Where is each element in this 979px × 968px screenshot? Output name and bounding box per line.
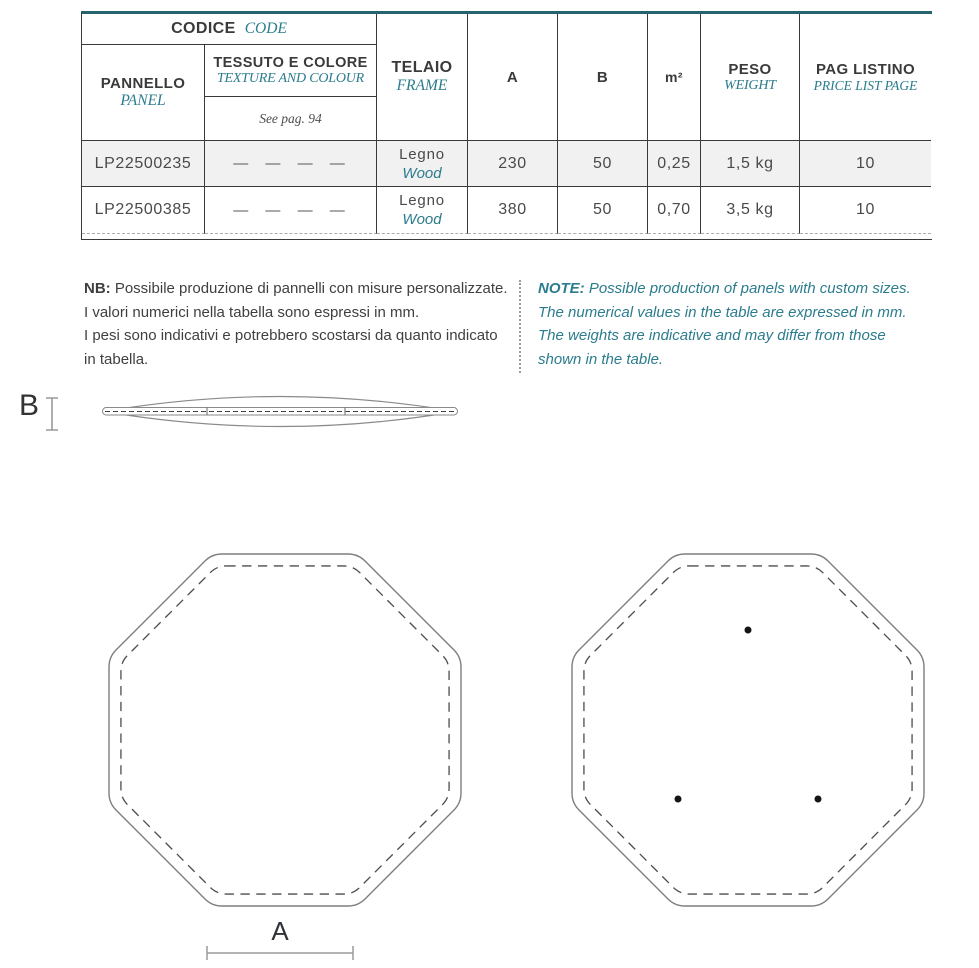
- note-italian-line-3: I pesi sono indicativi e potrebbero scostarsi da quanto indicato: [84, 327, 498, 344]
- row-1-a: 230: [468, 140, 558, 187]
- octagon-outline: [572, 554, 924, 906]
- row-1-frame: [377, 140, 468, 187]
- row-1-b: 50: [558, 140, 648, 187]
- dimension-a-measure: [207, 946, 353, 960]
- row-1-m2: 0,25: [648, 140, 701, 187]
- row-1-page: 10: [800, 140, 931, 187]
- header-pannello-en: PANEL: [120, 92, 166, 109]
- row-1-code: LP22500235: [82, 140, 205, 187]
- note-italian-line-1: NB: Possibile produzione di pannelli con misure personalizzate.: [84, 280, 508, 297]
- octagon-stitch-line: [121, 566, 449, 894]
- header-col-m2: [648, 14, 701, 140]
- note-english: [538, 277, 958, 371]
- row-2-b: 50: [558, 187, 648, 234]
- header-pag-en: PRICE LIST PAGE: [813, 77, 918, 93]
- row-1-frame-en: Wood: [402, 164, 442, 182]
- dimension-a-label: A: [271, 916, 289, 946]
- header-tessuto-en: TEXTURE AND COLOUR: [216, 70, 365, 86]
- see-page-text: See pag. 94: [259, 110, 322, 126]
- header-peso-it: PESO: [728, 60, 772, 78]
- header-tessuto-it: TESSUTO E COLORE: [213, 54, 368, 71]
- row-2-code: LP22500385: [82, 187, 205, 234]
- note-italian-label: NB:: [84, 280, 111, 297]
- spec-table: [81, 11, 932, 240]
- row-2-page: 10: [800, 187, 931, 234]
- header-pag-it: PAG LISTINO: [815, 60, 916, 78]
- header-tessuto: [205, 45, 377, 97]
- fixing-hole-bottom-left: [675, 796, 682, 803]
- row-2-texture: — — — —: [205, 187, 377, 234]
- octagon-panel-front-view: [108, 553, 462, 907]
- header-pannello-it: PANNELLO: [100, 75, 186, 92]
- dimension-b-label: B: [19, 389, 40, 422]
- notes-section: [0, 277, 979, 377]
- header-codice-it: CODICE: [171, 20, 236, 37]
- note-english-line-3: The weights are indicative and may differ from those: [538, 327, 886, 344]
- row-1-frame-it: Legno: [399, 145, 445, 163]
- row-2-frame-it: Legno: [399, 192, 445, 209]
- header-col-a-label: A: [506, 68, 519, 86]
- header-telaio: [377, 14, 468, 140]
- header-col-b: [558, 14, 648, 140]
- fixing-hole-bottom-right: [815, 796, 822, 803]
- header-telaio-en: FRAME: [396, 77, 448, 94]
- octagon-outline: [109, 554, 461, 906]
- note-italian: [84, 277, 512, 371]
- row-2-a: 380: [468, 187, 558, 234]
- row-2-frame: [377, 187, 468, 234]
- note-english-line-4: shown in the table.: [538, 350, 664, 368]
- note-english-label: NOTE:: [538, 280, 585, 297]
- octagon-stitch-line: [584, 566, 912, 894]
- row-2-weight: 3,5 kg: [701, 187, 800, 234]
- header-see-page: [205, 97, 377, 140]
- header-peso-en: WEIGHT: [724, 77, 776, 93]
- dimension-a-line: [205, 944, 355, 962]
- note-english-line-1: NOTE: Possible production of panels with custom sizes.: [538, 280, 911, 297]
- note-english-line-2: The numerical values in the table are expressed in mm.: [538, 303, 907, 321]
- header-codice-en: CODE: [244, 20, 287, 37]
- note-italian-line-4: in tabella.: [84, 350, 149, 368]
- header-pag-listino: [800, 14, 931, 140]
- header-col-m2-label: m²: [665, 69, 683, 85]
- header-pannello: [82, 45, 205, 140]
- row-2-frame-en: Wood: [402, 211, 442, 228]
- fixing-hole-top: [745, 627, 752, 634]
- panel-side-profile-diagram: [100, 392, 460, 432]
- row-2-m2: 0,70: [648, 187, 701, 234]
- header-col-a: [468, 14, 558, 140]
- dimension-b-line: [44, 396, 60, 432]
- header-codice: [82, 14, 377, 45]
- row-1-weight: 1,5 kg: [701, 140, 800, 187]
- octagon-panel-back-view: [571, 553, 925, 907]
- header-telaio-it: TELAIO: [391, 59, 453, 76]
- header-peso: [701, 14, 800, 140]
- dimension-b-ibeam: [46, 398, 58, 430]
- row-1-texture: — — — —: [205, 140, 377, 187]
- header-col-b-label: B: [596, 68, 609, 86]
- note-italian-line-2: I valori numerici nella tabella sono espressi in mm.: [84, 303, 420, 321]
- dimension-a: [205, 918, 355, 967]
- notes-dotted-divider: [519, 280, 521, 373]
